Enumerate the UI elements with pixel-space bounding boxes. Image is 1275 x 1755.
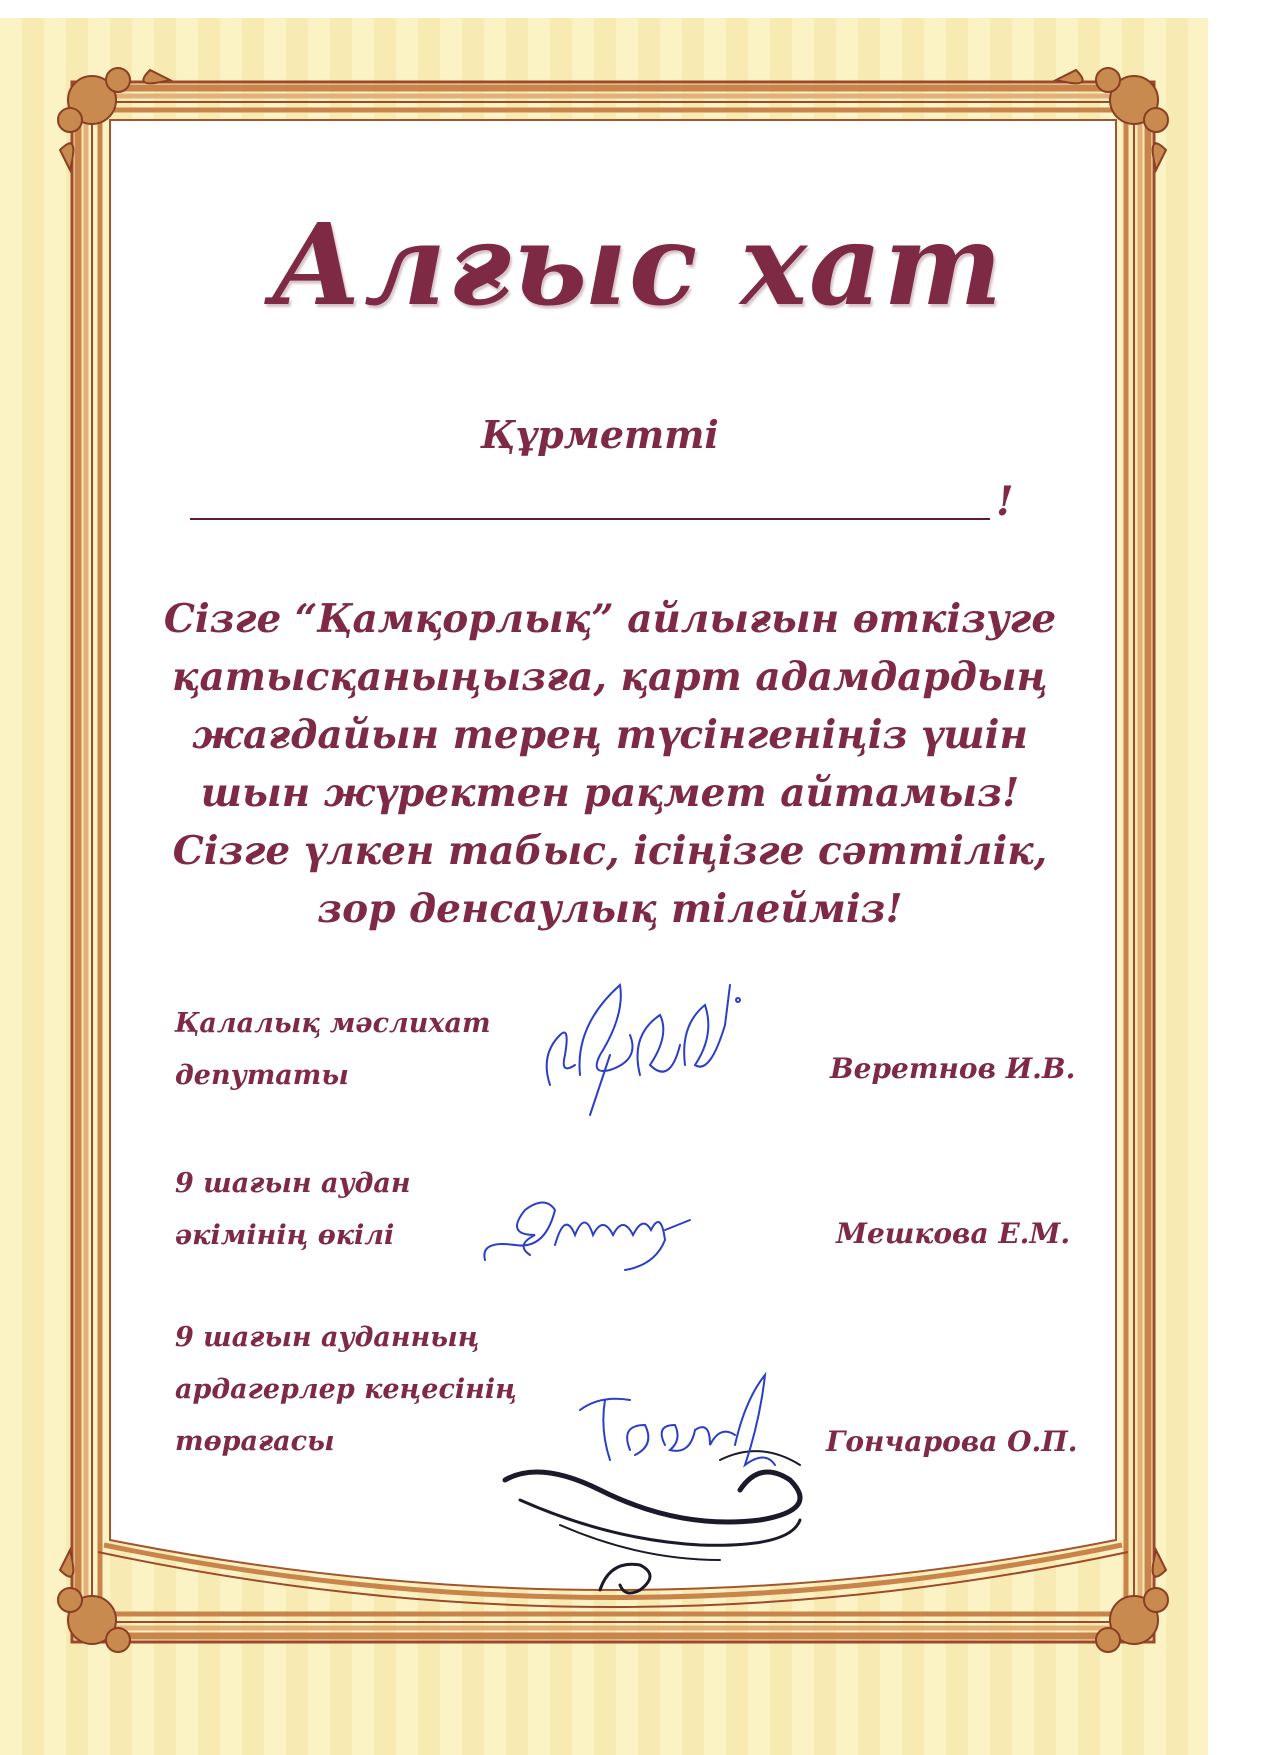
- signature-veretnov: [530, 965, 750, 1125]
- message-line: қатысқаныңызға, қарт адамдардың: [172, 654, 1048, 700]
- message-line: шын жүректен рақмет айтамыз!: [200, 770, 1020, 816]
- message-body: [150, 590, 1070, 938]
- signatory-title: 9 шағын ауданның ардагерлер кеңесінің төрағасы: [175, 1322, 517, 1457]
- signatory-title: Қалалық мәслихат депутаты: [175, 1008, 491, 1091]
- signatory-title: 9 шағын аудан әкімінің өкілі: [175, 1168, 411, 1251]
- message-line: Сізге “Қамқорлық” айлығын өткізуге: [163, 596, 1057, 642]
- signatory-name: Гончарова О.П.: [826, 1425, 1078, 1458]
- recipient-name-line: [190, 518, 990, 520]
- salutation: Құрметті: [481, 412, 719, 457]
- document-title: Алғыс хат: [270, 200, 1005, 331]
- message-line: Сізге үлкен табыс, ісіңізге сәттілік,: [172, 828, 1048, 874]
- signature-goncharova: [570, 1370, 800, 1480]
- signatory-name: Веретнов И.В.: [830, 1052, 1076, 1085]
- message-line: жағдайын терең түсінгеніңіз үшін: [192, 712, 1028, 758]
- message-line: зор денсаулық тілейміз!: [317, 886, 903, 932]
- salutation-exclamation: !: [996, 478, 1014, 525]
- signatory-name: Мешкова Е.М.: [836, 1217, 1071, 1250]
- signature-meshkova: [475, 1190, 695, 1280]
